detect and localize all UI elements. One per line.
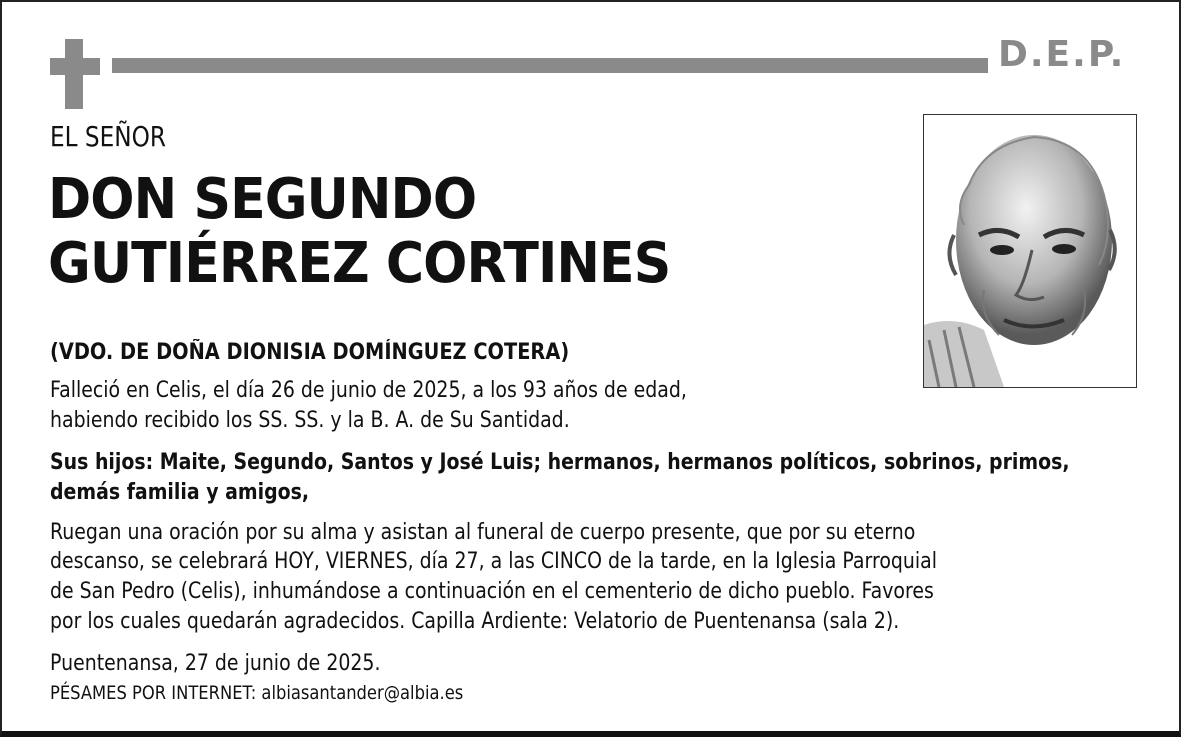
- cross-icon-bar: [50, 58, 100, 75]
- deceased-name-line1: DON SEGUNDO: [48, 167, 477, 232]
- funeral-line: descanso, se celebrará HOY, VIERNES, día 27, a las CINCO de la tarde, en la Iglesia Parroquial: [50, 549, 938, 574]
- header-rule: [112, 58, 988, 73]
- funeral-line: por los cuales quedarán agradecidos. Capilla Ardiente: Velatorio de Puentenansa (sala 2).: [50, 609, 900, 634]
- honorific: EL SEÑOR: [50, 120, 166, 153]
- funeral-line: Ruegan una oración por su alma y asistan al funeral de cuerpo presente, que por su eterno: [50, 520, 916, 545]
- portrait-illustration: [924, 115, 1136, 387]
- death-notice-line: habiendo recibido los SS. SS. y la B. A. de Su Santidad.: [50, 408, 570, 433]
- condolences-email[interactable]: albiasantander@albia.es: [261, 682, 464, 704]
- place-date: Puentenansa, 27 de junio de 2025.: [50, 651, 381, 676]
- family-line: demás familia y amigos,: [50, 480, 310, 505]
- deceased-name-line2: GUTIÉRREZ CORTINES: [48, 231, 671, 296]
- condolences-label: PÉSAMES POR INTERNET:: [50, 682, 257, 704]
- death-notice-line: Falleció en Celis, el día 26 de junio de 2025, a los 93 años de edad,: [50, 378, 687, 403]
- widower-of: (VDO. DE DOÑA DIONISIA DOMÍNGUEZ COTERA): [50, 340, 570, 365]
- deceased-name: [48, 168, 670, 296]
- dep-badge: D.E.P.: [998, 34, 1126, 75]
- family-line: Sus hijos: Maite, Segundo, Santos y José Luis; hermanos, hermanos políticos, sobrinos, primos,: [50, 450, 1070, 475]
- funeral-line: de San Pedro (Celis), inhumándose a continuación en el cementerio de dicho pueblo. Favores: [50, 579, 934, 604]
- portrait-photo: [923, 114, 1137, 388]
- condolences: [50, 679, 463, 708]
